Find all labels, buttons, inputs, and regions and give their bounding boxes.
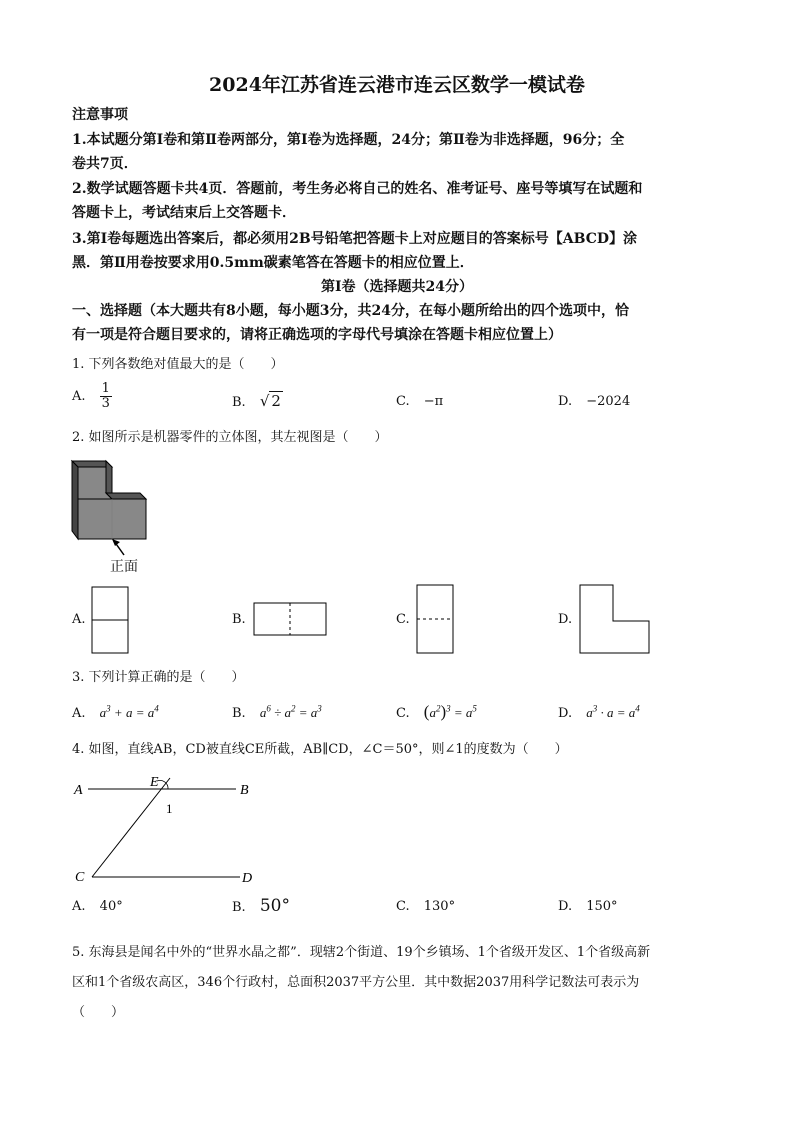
q3-option-d[interactable] — [558, 704, 640, 721]
q2-option-b-figure[interactable] — [253, 602, 328, 638]
q4-option-d[interactable] — [558, 899, 618, 914]
q4-option-c-label: C. — [396, 899, 410, 914]
q3-stem: 3. 下列计算正确的是（ ） — [72, 670, 245, 685]
q2-option-a-label[interactable]: A. — [72, 612, 86, 627]
section-instructions-line-1: 一、选择题（本大题共有8小题，每小题3分，共24分，在每小题所给出的四个选项中，恰 — [72, 303, 629, 319]
q3-option-c[interactable] — [396, 702, 477, 722]
point-c-label: C — [75, 870, 85, 885]
q1-option-c-text: −π — [423, 394, 444, 409]
q3-option-b-expr: $a^6 \div a^2 = a^3$ — [259, 704, 322, 721]
q3-option-c-label: C. — [396, 706, 410, 721]
q1-option-a-label: A. — [72, 389, 86, 404]
q4-option-a[interactable] — [72, 899, 123, 914]
line-ce — [92, 778, 170, 877]
q1-option-d[interactable] — [558, 394, 630, 409]
q3-option-a-label: A. — [72, 706, 86, 722]
q1-option-a-fraction — [100, 382, 112, 411]
q1-option-d-label: D. — [558, 394, 573, 409]
q2-option-a-figure[interactable] — [91, 586, 131, 656]
point-e-label: E — [150, 775, 159, 790]
point-b-label: B — [240, 783, 249, 798]
sqrt-icon: √ 2 — [259, 392, 281, 410]
q3-option-d-label: D. — [558, 706, 573, 722]
angle-1-label: 1 — [166, 801, 173, 816]
q4-option-d-label: D. — [558, 899, 573, 914]
q4-option-a-text: 40° — [99, 899, 123, 914]
point-a-label: A — [74, 783, 83, 798]
q2-stem: 2. 如图所示是机器零件的立体图，其左视图是（ ） — [72, 430, 388, 445]
notice-item-2-line-2: 答题卡上，考试结束后上交答题卡． — [72, 205, 296, 221]
section-title: 第Ⅰ卷（选择题共24分） — [320, 279, 474, 295]
q3-option-c-expr: $(a^2)^3 = a^5$ — [423, 702, 477, 721]
q5-line-2: 区和1个省级农高区，346个行政村，总面积2037平方公里．其中数据2037用科学记数法可表示为 — [72, 975, 640, 990]
notice-item-3-line-2: 黑．第Ⅱ用卷按要求用0.5mm碳素笔答在答题卡的相应位置上． — [72, 255, 474, 271]
q2-option-c-figure[interactable] — [416, 584, 456, 654]
notice-item-2-line-1: 2.数学试题答题卡共4页．答题前，考生务必将自己的姓名、准考证号、座号等填写在试题和 — [72, 181, 643, 197]
notice-item-1-line-1: 1.本试题分第Ⅰ卷和第Ⅱ卷两部分，第Ⅰ卷为选择题，24分；第Ⅱ卷为非选择题，96分；全 — [72, 132, 625, 148]
q4-option-c[interactable] — [396, 899, 455, 914]
q5-line-3: （ ） — [72, 1005, 125, 1020]
q3-option-b[interactable] — [232, 704, 322, 721]
q4-option-b[interactable] — [232, 896, 290, 916]
notice-heading: 注意事项 — [72, 107, 128, 123]
q3-option-a-expr: $a^3 + a = a^4$ — [99, 704, 159, 721]
q4-option-b-label: B. — [232, 900, 246, 915]
notice-item-3-line-1: 3.第Ⅰ卷每题选出答案后，都必须用2B号铅笔把答题卡上对应题目的答案标号【ABCD】涂 — [72, 231, 637, 247]
q5-line-1: 5. 东海县是闻名中外的“世界水晶之都”．现辖2个街道、19个乡镇场、1个省级开发区、1个省级高新 — [72, 945, 651, 960]
q1-option-c[interactable] — [396, 394, 443, 409]
front-label: 正面 — [110, 559, 138, 575]
q4-option-c-text: 130° — [423, 899, 456, 914]
q4-option-b-text: 50° — [259, 896, 290, 916]
point-d-label: D — [242, 871, 253, 886]
radicand: 2 — [271, 392, 281, 410]
q1-option-c-label: C. — [396, 394, 410, 409]
page-title: 2024年江苏省连云港市连云区数学一模试卷 — [209, 74, 585, 96]
section-instructions-line-2: 有一项是符合题目要求的，请将正确选项的字母代号填涂在答题卡相应位置上） — [72, 327, 562, 343]
q4-parallel-lines-figure — [72, 770, 272, 888]
q4-option-d-text: 150° — [586, 899, 618, 914]
q1-option-d-text: −2024 — [586, 394, 631, 409]
q3-option-b-label: B. — [232, 706, 246, 722]
q2-option-c-label[interactable]: C. — [396, 612, 410, 627]
q3-option-d-expr: $a^3 \cdot a = a^4$ — [586, 704, 640, 721]
q2-option-b-label[interactable]: B. — [232, 612, 246, 627]
q4-option-a-label: A. — [72, 899, 86, 914]
q3-option-a[interactable] — [72, 704, 159, 721]
q1-stem: 1. 下列各数绝对值最大的是（ ） — [72, 357, 284, 372]
q1-option-b-label: B. — [232, 395, 246, 410]
q4-stem: 4. 如图，直线AB，CD被直线CE所截，AB∥CD，∠C＝50°，则∠1的度数为（ ） — [72, 742, 568, 757]
q2-option-d-figure[interactable] — [579, 584, 653, 656]
q2-option-d-label[interactable]: D. — [558, 612, 573, 627]
notice-item-1-line-2: 卷共7页． — [72, 156, 138, 172]
q1-option-b[interactable] — [232, 392, 283, 410]
fraction-numerator: 1 — [101, 381, 110, 396]
q1-option-a[interactable] — [72, 382, 112, 411]
fraction-denominator: 3 — [101, 396, 110, 411]
